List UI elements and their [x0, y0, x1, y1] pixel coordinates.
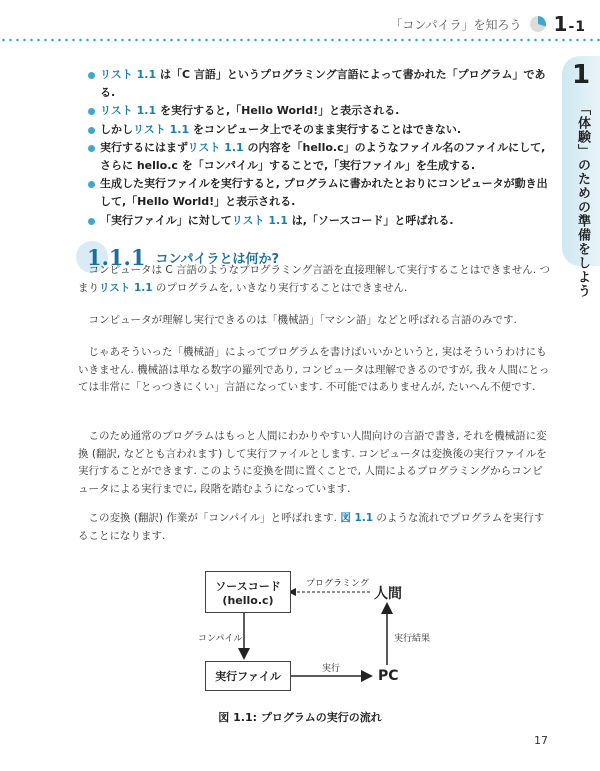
- human-node: 人間: [374, 586, 402, 602]
- dotted-divider: [0, 38, 600, 42]
- list-item: しかしリスト 1.1 をコンピュータ上でそのまま実行することはできない.: [88, 121, 550, 139]
- compile-flow-diagram: [198, 563, 430, 695]
- header-chapter-title: 「コンパイラ」を知ろう: [390, 17, 522, 32]
- pie-chart-icon: [528, 14, 548, 34]
- chapter-number: 1: [571, 60, 591, 90]
- executable-box: 実行ファイル: [205, 661, 291, 691]
- paragraph-1: コンピュータは C 言語のようなプログラミング言語を直接理解して実行することはできません. つまりリスト 1.1 のプログラムを, いきなり実行することはできません.: [78, 264, 550, 294]
- paragraph-2: コンピュータが理解し実行できるのは「機械語」「マシン語」などと呼ばれる言語のみです.: [88, 314, 517, 326]
- summary-list: [88, 66, 550, 230]
- execute-label: 実行: [322, 664, 341, 674]
- page-number: 17: [534, 734, 548, 747]
- programming-label: プログラミング: [306, 579, 369, 589]
- source-code-box: ソースコード (hello.c): [205, 571, 291, 613]
- header-section-number: 1-1: [553, 12, 586, 36]
- list-item: 生成した実行ファイルを実行すると, プログラムに書かれたとおりにコンピュータが動き出して,「Hello World!」と表示される.: [88, 175, 550, 211]
- list-item: リスト 1.1 は「C 言語」というプログラミング言語によって書かれた「プログラム」である.: [88, 66, 550, 102]
- pc-node: PC: [378, 668, 399, 684]
- compile-label: コンパイル: [198, 634, 243, 644]
- paragraph-4: このため通常のプログラムはもっと人間にわかりやすい人間向けの言語で書き, それを機械語に変換 (翻訳, などとも言われます) して実行ファイルとします. コンピュータは変換後の実行ファイルを実行することができます. このように変換を間に置くことで, 人間によるプログラミングからコンピュータによる実行までに, 段階を踏むようになっています.: [78, 430, 547, 495]
- chapter-title-vertical: 「体験」のための準備をしよう: [575, 102, 590, 298]
- figure-caption: 図 1.1: プログラムの実行の流れ: [218, 711, 382, 724]
- list-item: リスト 1.1 を実行すると,「Hello World!」と表示される.: [88, 102, 550, 120]
- list-item: 実行するにはまずリスト 1.1 の内容を「hello.c」のようなファイル名のファイルにして, さらに hello.c を「コンパイル」することで,「実行ファイル」を生成する.: [88, 139, 550, 175]
- list-item: 「実行ファイル」に対してリスト 1.1 は,「ソースコード」と呼ばれる.: [88, 212, 550, 230]
- paragraph-5: この変換 (翻訳) 作業が「コンパイル」と呼ばれます. 図 1.1 のような流れでプログラムを実行することになります.: [78, 512, 545, 542]
- running-header: [390, 12, 586, 36]
- section-title: コンパイラとは何か?: [155, 251, 280, 267]
- paragraph-3: じゃあそういった「機械語」によってプログラムを書けばいいかというと, 実はそういうわけにもいきません. 機械語は単なる数字の羅列であり, コンピュータは理解できるのですが, 我々人間にとっては非常に「とっつきにくい」言語になっています. 不可能ではありませんが, たいへん不便です.: [78, 346, 550, 393]
- result-label: 実行結果: [394, 634, 431, 644]
- section-number: 1.1.1: [78, 245, 145, 270]
